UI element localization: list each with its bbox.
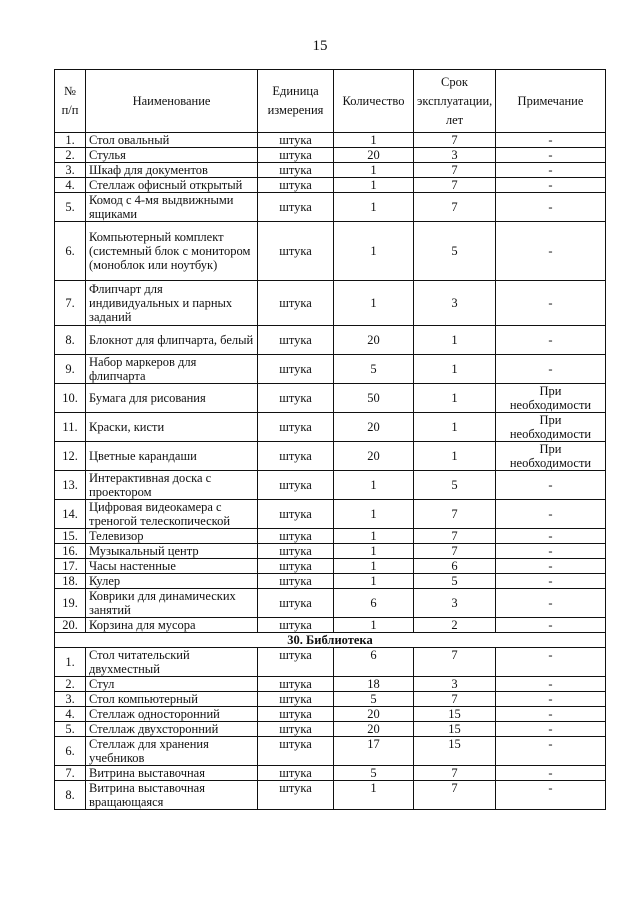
row-qty: 20 [334,442,414,471]
row-note: - [496,326,606,355]
row-num: 5. [55,193,86,222]
table-row [55,766,606,781]
row-name: Комод с 4-мя выдвижными ящиками [86,193,258,222]
row-num: 12. [55,442,86,471]
row-note: - [496,222,606,281]
row-qty: 6 [334,589,414,618]
row-qty: 1 [334,544,414,559]
row-num: 1. [55,133,86,148]
row-unit: штука [258,178,334,193]
row-unit: штука [258,281,334,326]
table-row [55,384,606,413]
row-num: 15. [55,529,86,544]
row-num: 9. [55,355,86,384]
table-row [55,355,606,384]
row-qty: 1 [334,178,414,193]
row-qty: 20 [334,326,414,355]
row-qty: 1 [334,529,414,544]
row-note: - [496,133,606,148]
table-row [55,559,606,574]
row-term: 7 [414,781,496,810]
row-num: 3. [55,692,86,707]
table-row [55,707,606,722]
row-unit: штука [258,326,334,355]
row-term: 7 [414,163,496,178]
row-unit: штука [258,222,334,281]
row-unit: штука [258,648,334,677]
row-unit: штука [258,413,334,442]
row-name: Стол овальный [86,133,258,148]
row-unit: штука [258,707,334,722]
row-unit: штука [258,193,334,222]
row-note: - [496,589,606,618]
row-term: 15 [414,737,496,766]
row-qty: 50 [334,384,414,413]
row-num: 4. [55,178,86,193]
row-name: Стеллаж односторонний [86,707,258,722]
row-qty: 1 [334,500,414,529]
row-unit: штука [258,589,334,618]
row-name: Краски, кисти [86,413,258,442]
table-row [55,163,606,178]
row-note: - [496,648,606,677]
row-unit: штука [258,692,334,707]
row-qty: 20 [334,722,414,737]
row-unit: штука [258,722,334,737]
table-row [55,148,606,163]
row-num: 20. [55,618,86,633]
row-note: - [496,163,606,178]
row-term: 7 [414,133,496,148]
table-row [55,133,606,148]
row-name: Стол читательский двухместный [86,648,258,677]
row-qty: 18 [334,677,414,692]
row-unit: штука [258,529,334,544]
row-unit: штука [258,133,334,148]
row-num: 8. [55,781,86,810]
row-num: 2. [55,148,86,163]
row-note: При необходимости [496,413,606,442]
row-num: 11. [55,413,86,442]
row-qty: 17 [334,737,414,766]
row-unit: штука [258,766,334,781]
row-num: 17. [55,559,86,574]
row-term: 1 [414,326,496,355]
row-qty: 5 [334,355,414,384]
row-term: 7 [414,544,496,559]
row-num: 19. [55,589,86,618]
row-qty: 1 [334,281,414,326]
row-num: 8. [55,326,86,355]
row-num: 7. [55,281,86,326]
header-qty: Количество [334,70,414,133]
row-note: - [496,618,606,633]
row-num: 6. [55,737,86,766]
table-row [55,178,606,193]
row-name: Стулья [86,148,258,163]
table-row [55,589,606,618]
row-name: Часы настенные [86,559,258,574]
row-note: - [496,692,606,707]
row-note: - [496,178,606,193]
table-row [55,222,606,281]
row-name: Блокнот для флипчарта, белый [86,326,258,355]
row-name: Флипчарт для индивидуальных и парных заданий [86,281,258,326]
row-term: 5 [414,574,496,589]
equipment-table [54,69,606,810]
row-unit: штука [258,442,334,471]
row-note: - [496,677,606,692]
row-name: Набор маркеров для флипчарта [86,355,258,384]
table-row [55,722,606,737]
row-name: Коврики для динамических занятий [86,589,258,618]
row-term: 7 [414,648,496,677]
table-row [55,326,606,355]
row-qty: 1 [334,618,414,633]
table-row [55,471,606,500]
table-row [55,193,606,222]
row-qty: 1 [334,574,414,589]
row-term: 3 [414,677,496,692]
header-unit: Единица измерения [258,70,334,133]
row-unit: штука [258,737,334,766]
table-row [55,737,606,766]
row-num: 10. [55,384,86,413]
row-num: 13. [55,471,86,500]
row-qty: 20 [334,148,414,163]
row-num: 3. [55,163,86,178]
row-qty: 5 [334,692,414,707]
row-name: Стол компьютерный [86,692,258,707]
row-unit: штука [258,618,334,633]
row-term: 5 [414,471,496,500]
row-note: - [496,500,606,529]
table-row [55,281,606,326]
row-name: Бумага для рисования [86,384,258,413]
row-num: 7. [55,766,86,781]
row-term: 15 [414,707,496,722]
row-qty: 1 [334,471,414,500]
table-row [55,442,606,471]
row-note: - [496,148,606,163]
header-num: № п/п [55,70,86,133]
section-title: 30. Библиотека [55,633,606,648]
row-term: 1 [414,442,496,471]
header-note: Примечание [496,70,606,133]
table-row [55,574,606,589]
row-unit: штука [258,677,334,692]
row-term: 2 [414,618,496,633]
row-unit: штука [258,148,334,163]
row-name: Витрина выставочная [86,766,258,781]
table-header-row [55,70,606,133]
row-note: При необходимости [496,384,606,413]
row-qty: 20 [334,413,414,442]
row-note: - [496,707,606,722]
table-row [55,648,606,677]
row-name: Стеллаж двухсторонний [86,722,258,737]
row-name: Компьютерный комплект (системный блок с монитором (моноблок или ноутбук) [86,222,258,281]
row-term: 3 [414,589,496,618]
row-unit: штука [258,544,334,559]
table-row [55,618,606,633]
row-term: 7 [414,500,496,529]
table-row [55,544,606,559]
row-qty: 5 [334,766,414,781]
row-name: Стеллаж для хранения учебников [86,737,258,766]
row-num: 5. [55,722,86,737]
row-num: 1. [55,648,86,677]
row-term: 3 [414,148,496,163]
row-num: 4. [55,707,86,722]
row-unit: штука [258,355,334,384]
row-name: Витрина выставочная вращающаяся [86,781,258,810]
row-term: 3 [414,281,496,326]
row-name: Цветные карандаши [86,442,258,471]
row-note: - [496,544,606,559]
row-name: Интерактивная доска с проектором [86,471,258,500]
row-note: - [496,529,606,544]
row-name: Корзина для мусора [86,618,258,633]
row-name: Шкаф для документов [86,163,258,178]
row-note: - [496,766,606,781]
row-unit: штука [258,384,334,413]
row-qty: 6 [334,648,414,677]
row-qty: 1 [334,559,414,574]
row-unit: штука [258,500,334,529]
row-name: Музыкальный центр [86,544,258,559]
row-term: 5 [414,222,496,281]
table-row [55,677,606,692]
row-note: При необходимости [496,442,606,471]
row-term: 6 [414,559,496,574]
table-row [55,529,606,544]
row-qty: 1 [334,163,414,178]
table-row [55,413,606,442]
row-term: 7 [414,178,496,193]
header-name: Наименование [86,70,258,133]
row-num: 6. [55,222,86,281]
row-note: - [496,471,606,500]
table-row [55,500,606,529]
row-note: - [496,781,606,810]
row-num: 16. [55,544,86,559]
row-qty: 1 [334,133,414,148]
row-unit: штука [258,559,334,574]
table-row [55,692,606,707]
row-num: 18. [55,574,86,589]
section-heading-row [55,633,606,648]
row-name: Кулер [86,574,258,589]
header-term: Срок эксплуатации, лет [414,70,496,133]
row-note: - [496,355,606,384]
row-name: Цифровая видеокамера с треногой телескопической [86,500,258,529]
row-num: 14. [55,500,86,529]
row-name: Телевизор [86,529,258,544]
row-note: - [496,281,606,326]
row-term: 1 [414,384,496,413]
row-term: 15 [414,722,496,737]
row-term: 1 [414,413,496,442]
row-num: 2. [55,677,86,692]
row-qty: 1 [334,193,414,222]
row-unit: штука [258,574,334,589]
row-qty: 1 [334,222,414,281]
row-name: Стеллаж офисный открытый [86,178,258,193]
row-unit: штука [258,471,334,500]
row-term: 1 [414,355,496,384]
row-note: - [496,193,606,222]
row-term: 7 [414,193,496,222]
row-name: Стул [86,677,258,692]
row-note: - [496,559,606,574]
row-qty: 20 [334,707,414,722]
row-note: - [496,722,606,737]
row-term: 7 [414,766,496,781]
table-row [55,781,606,810]
row-note: - [496,574,606,589]
row-qty: 1 [334,781,414,810]
row-term: 7 [414,529,496,544]
row-note: - [496,737,606,766]
page-number: 15 [312,38,328,54]
row-unit: штука [258,781,334,810]
row-term: 7 [414,692,496,707]
row-unit: штука [258,163,334,178]
